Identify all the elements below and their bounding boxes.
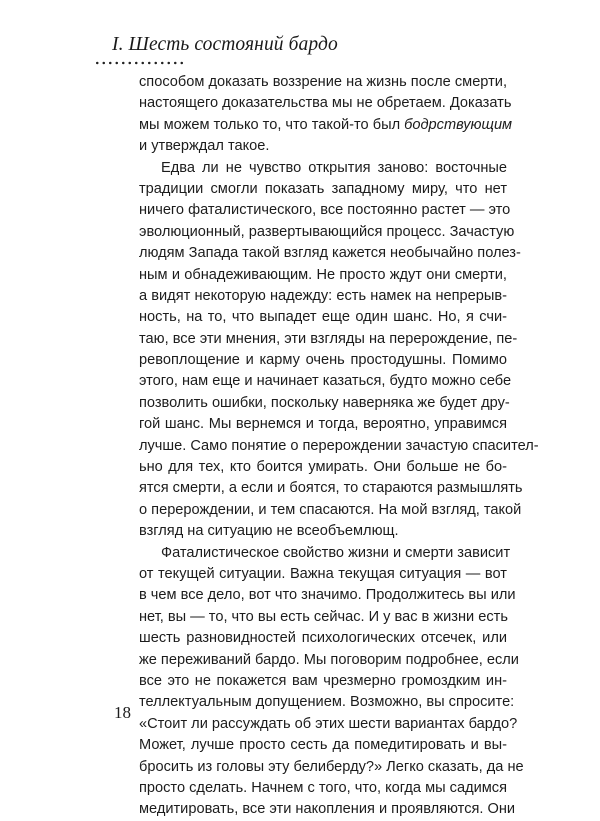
emphasis-text: бодрствующим [404, 116, 513, 133]
text-line: теллектуальным допущением. Возможно, вы спросите: [139, 694, 515, 711]
text-line: медитировать, все эти накопления и проявляются. Они [139, 801, 516, 818]
text-run: мы можем только то, что такой-то был [139, 116, 405, 133]
text-line: Фаталистическое свойство жизни и смерти зависит [161, 544, 511, 561]
text-line: традиции смогли показать западному миру, что нет [139, 180, 507, 197]
text-line: и утверждал такое. [139, 138, 270, 155]
text-line: таю, все эти мнения, эти взгляды на перерождение, пе- [139, 330, 518, 347]
text-line: ятся смерти, а если и боятся, то стараются размышлять [139, 480, 523, 497]
text-line: нет, вы — то, что вы есть сейчас. И у вас в жизни есть [139, 608, 508, 625]
text-line: бросить из головы эту белиберду?» Легко сказать, да не [139, 758, 524, 775]
text-line: ьно для тех, кто боится умирать. Они больше не бо- [139, 459, 507, 476]
text-line: лучше. Само понятие о перерождении зачастую спасител- [139, 437, 539, 454]
text-line: ничего фаталистического, все постоянно растет — это [139, 202, 511, 219]
text-line: взгляд на ситуацию не всеобъемлющ. [139, 523, 399, 540]
text-line: ным и обнадеживающим. Не просто ждут они смерти, [139, 266, 507, 283]
text-line: о перерождении, и тем спасаются. На мой взгляд, такой [139, 501, 522, 518]
running-head-dotted-rule [94, 61, 186, 65]
text-line: ность, на то, что выпадет еще один шанс. Но, я счи- [139, 309, 507, 326]
text-line: позволить ошибки, поскольку наверняка же будет дру- [139, 394, 510, 411]
text-line: людям Запада такой взгляд кажется необычайно полез- [139, 245, 521, 262]
text-line: «Стоит ли рассуждать об этих шести вариантах бардо? [139, 715, 518, 732]
text-line [139, 115, 513, 136]
text-line: же переживаний бардо. Мы поговорим подробнее, если [139, 651, 519, 668]
text-line: все это не покажется вам чрезмерно громоздким ин- [139, 672, 507, 689]
text-line: просто сделать. Начнем с того, что, когда мы садимся [139, 779, 507, 796]
running-head: I. Шесть состояний бардо [112, 34, 338, 55]
text-line: а видят некоторую надежду: есть намек на непрерыв- [139, 287, 507, 304]
text-line: этого, нам еще и начинает казаться, будто можно себе [139, 373, 512, 390]
text-line: шесть разновидностей психологических отсечек, или [139, 630, 507, 647]
body-text [139, 72, 539, 821]
text-line: ревоплощение и карму очень простодушны. Помимо [139, 352, 507, 369]
text-line: гой шанс. Мы вернемся и тогда, вероятно, управимся [139, 416, 507, 433]
text-line: эволюционный, развертывающийся процесс. Зачастую [139, 223, 515, 240]
text-line: Едва ли не чувство открытия заново: восточные [161, 159, 507, 176]
text-line: от текущей ситуации. Важна текущая ситуация — вот [139, 565, 507, 582]
text-line: настоящего доказательства мы не обретаем. Доказать [139, 95, 512, 112]
text-line: способом доказать воззрение на жизнь после смерти, [139, 74, 507, 90]
text-line: Может, лучше просто сесть да помедитировать и вы- [139, 737, 507, 754]
page-number: 18 [114, 703, 131, 722]
text-line: в чем все дело, вот что значимо. Продолжитесь вы или [139, 587, 516, 604]
